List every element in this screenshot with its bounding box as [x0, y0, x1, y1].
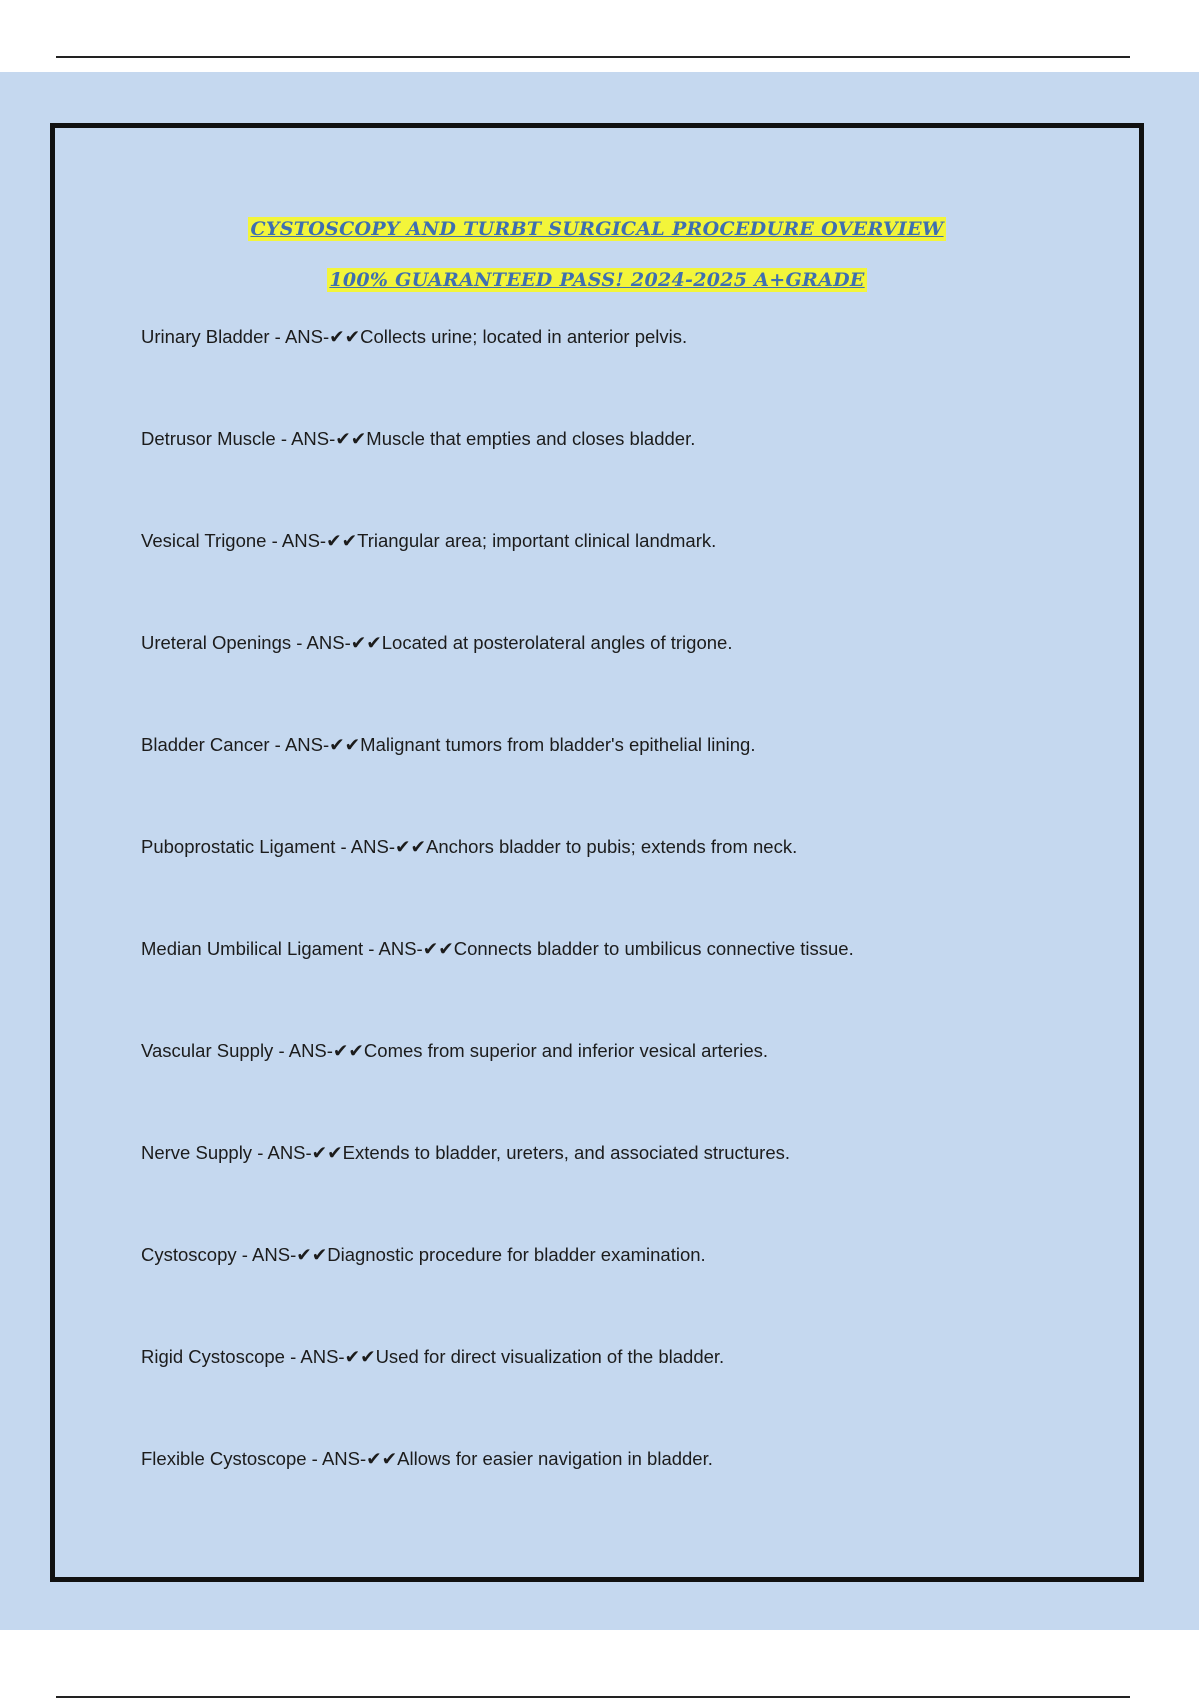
qa-entry-nerve-supply: Nerve Supply - ANS-✔✔Extends to bladder, ureters, and associated structures.: [141, 1142, 791, 1163]
qa-entry-puboprostatic-ligament: Puboprostatic Ligament - ANS-✔✔Anchors bladder to pubis; extends from neck.: [141, 836, 798, 857]
qa-entry-vascular-supply: Vascular Supply - ANS-✔✔Comes from superior and inferior vesical arteries.: [141, 1040, 768, 1061]
document-frame: [50, 123, 1144, 1582]
qa-entry-rigid-cystoscope: Rigid Cystoscope - ANS-✔✔Used for direct visualization of the bladder.: [141, 1346, 725, 1367]
document-title-text: CYSTOSCOPY AND TURBT SURGICAL PROCEDURE OVERVIEW: [250, 218, 944, 240]
qa-entry-cystoscopy: Cystoscopy - ANS-✔✔Diagnostic procedure for bladder examination.: [141, 1244, 706, 1265]
qa-entry-detrusor-muscle: Detrusor Muscle - ANS-✔✔Muscle that empties and closes bladder.: [141, 428, 696, 449]
qa-entry-ureteral-openings: Ureteral Openings - ANS-✔✔Located at posterolateral angles of trigone.: [141, 632, 733, 653]
footer-rule: [56, 1696, 1130, 1698]
qa-entry-flexible-cystoscope: Flexible Cystoscope - ANS-✔✔Allows for easier navigation in bladder.: [141, 1448, 713, 1469]
document-subtitle-text: 100% GUARANTEED PASS! 2024-2025 A+GRADE: [329, 269, 865, 291]
document-subtitle: [55, 269, 1139, 291]
qa-entry-bladder-cancer: Bladder Cancer - ANS-✔✔Malignant tumors from bladder's epithelial lining.: [141, 734, 756, 755]
qa-entry-vesical-trigone: Vesical Trigone - ANS-✔✔Triangular area; important clinical landmark.: [141, 530, 717, 551]
qa-list: [141, 326, 854, 1550]
qa-entry-median-umbilical-ligament: Median Umbilical Ligament - ANS-✔✔Connects bladder to umbilicus connective tissue.: [141, 938, 854, 959]
document-title: [55, 218, 1139, 240]
qa-entry-urinary-bladder: Urinary Bladder - ANS-✔✔Collects urine; located in anterior pelvis.: [141, 326, 688, 347]
header-rule: [56, 56, 1130, 58]
